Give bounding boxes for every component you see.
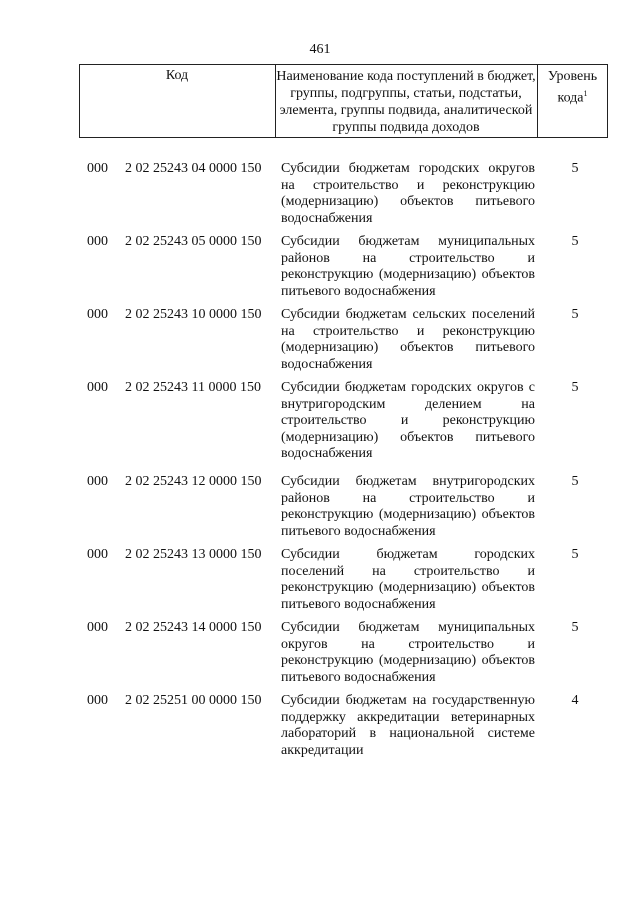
row-code: 2 02 25243 05 0000 150 [125, 234, 262, 249]
row-level: 4 [571, 693, 579, 708]
row-prefix: 000 [87, 380, 108, 395]
row-prefix: 000 [87, 693, 108, 708]
row-level: 5 [571, 620, 579, 635]
header-level-label: Уровень кода [547, 69, 598, 106]
row-name: Субсидии бюджетам городских поселений на строительство и реконструкцию (модернизацию) объектов питьевого водоснабжения [281, 547, 535, 612]
row-level: 5 [571, 380, 579, 395]
row-name: Субсидии бюджетам муниципальных округов на строительство и реконструкцию (модернизацию) объектов питьевого водоснабжения [281, 620, 535, 685]
row-code: 2 02 25243 04 0000 150 [125, 161, 262, 176]
table-row [0, 474, 640, 547]
page-number: 461 [309, 42, 331, 57]
row-name: Субсидии бюджетам муниципальных районов на строительство и реконструкцию (модернизацию) объектов питьевого водоснабжения [281, 234, 535, 299]
row-prefix: 000 [87, 547, 108, 562]
row-prefix: 000 [87, 474, 108, 489]
row-level: 5 [571, 474, 579, 489]
row-level: 5 [571, 161, 579, 176]
row-code: 2 02 25243 10 0000 150 [125, 307, 262, 322]
row-prefix: 000 [87, 161, 108, 176]
table-header [79, 64, 608, 138]
table-row [0, 307, 640, 380]
table-row [0, 161, 640, 234]
header-code: Код [165, 68, 189, 83]
row-level: 5 [571, 307, 579, 322]
table-row [0, 380, 640, 474]
row-prefix: 000 [87, 234, 108, 249]
row-code: 2 02 25243 12 0000 150 [125, 474, 262, 489]
row-name: Субсидии бюджетам городских округов на строительство и реконструкцию (модернизацию) объектов питьевого водоснабжения [281, 161, 535, 226]
header-name: Наименование кода поступлений в бюджет, группы, подгруппы, статьи, подстатьи, элемента, группы подвида, аналитической группы подвида доходов [276, 69, 536, 135]
footnote-marker: 1 [583, 89, 588, 98]
row-level: 5 [571, 234, 579, 249]
row-prefix: 000 [87, 620, 108, 635]
row-code: 2 02 25243 11 0000 150 [125, 380, 261, 395]
header-level [537, 68, 608, 107]
table-row [0, 620, 640, 693]
row-code: 2 02 25251 00 0000 150 [125, 693, 262, 708]
row-name: Субсидии бюджетам сельских поселений на строительство и реконструкцию (модернизацию) объектов питьевого водоснабжения [281, 307, 535, 372]
row-code: 2 02 25243 13 0000 150 [125, 547, 262, 562]
table-row [0, 547, 640, 620]
row-name: Субсидии бюджетам городских округов с внутригородским делением на строительство и реконструкцию (модернизацию) объектов питьевого водоснабжения [281, 380, 535, 462]
row-name: Субсидии бюджетам внутригородских районов на строительство и реконструкцию (модернизацию) объектов питьевого водоснабжения [281, 474, 535, 539]
row-code: 2 02 25243 14 0000 150 [125, 620, 262, 635]
table-body [0, 161, 640, 759]
table-row [0, 234, 640, 307]
row-name: Субсидии бюджетам на государственную поддержку аккредитации ветеринарных лабораторий в национальной системе аккредитации [281, 693, 535, 758]
row-level: 5 [571, 547, 579, 562]
row-prefix: 000 [87, 307, 108, 322]
table-row [0, 693, 640, 759]
